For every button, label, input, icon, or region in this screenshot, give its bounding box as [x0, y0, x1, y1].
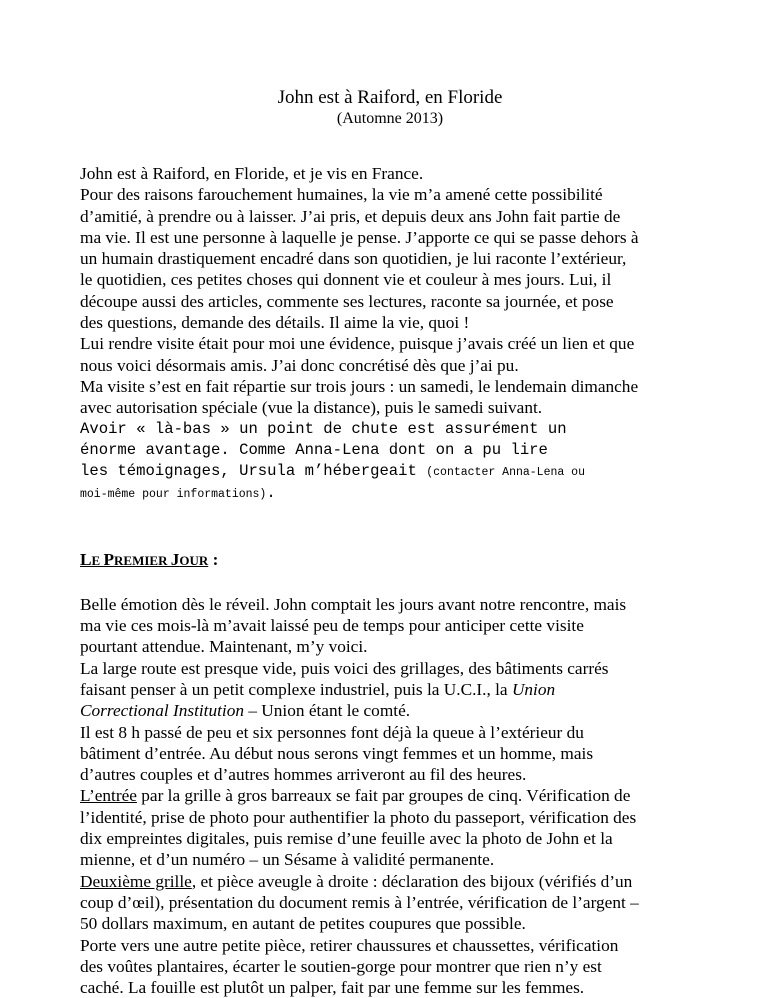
text-line: le quotidien, ces petites choses qui donnent vie et couleur à mes jours. Lui, il [80, 270, 612, 290]
text-line: mienne, et d’un numéro – un Sésame à validité permanente. [80, 850, 495, 870]
text-line: d’autres couples et d’autres hommes arriveront au fil des heures. [80, 765, 527, 785]
text-line: Porte vers une autre petite pièce, retirer chaussures et chaussettes, vérification [80, 935, 619, 955]
italic-text: Correctional Institution [80, 701, 245, 721]
text-line: John est à Raiford, en Floride, et je vis en France. [80, 164, 424, 183]
mono-note: moi-même pour informations) [80, 488, 267, 502]
text-line: ma vie ces mois-là m’avait laissé peu de temps pour anticiper cette visite [80, 616, 584, 636]
text-line: avec autorisation spéciale (vue la distance), puis le samedi suivant. [80, 398, 543, 418]
underlined-text: Deuxième grille [80, 871, 192, 891]
text-line: d’amitié, à prendre ou à laisser. J’ai pris, et depuis deux ans John fait partie de [80, 206, 621, 226]
text-line: découpe aussi des articles, commente ses lectures, raconte sa journée, et pose [80, 291, 614, 311]
mono-text-line [80, 483, 700, 505]
text-line: dix empreintes digitales, puis remise d’une feuille avec la photo de John et la [80, 829, 613, 849]
text-line: Correctional Institution – Union étant le comté. [80, 701, 411, 721]
text-line: pourtant attendue. Maintenant, m’y voici. [80, 637, 368, 657]
underlined-text: L’entrée [80, 786, 137, 806]
text-line: l’identité, prise de photo pour authentifier la photo du passeport, vérification des [80, 807, 637, 827]
text-line: un humain drastiquement encadré dans son quotidien, je lui raconte l’extérieur, [80, 249, 627, 269]
document-subtitle: (Automne 2013) [336, 110, 444, 127]
text-line: Belle émotion dès le réveil. John comptait les jours avant notre rencontre, mais [80, 594, 627, 614]
document-title: John est à Raiford, en Floride [277, 87, 503, 108]
section-heading-underlined: LE PREMIER JOUR [80, 549, 209, 569]
text-line: La large route est presque vide, puis voici des grillages, des bâtiments carrés [80, 658, 609, 678]
text-line: faisant penser à un petit complexe industriel, puis la U.C.I., la Union [80, 679, 556, 699]
text-line: Pour des raisons farouchement humaines, la vie m’a amené cette possibilité [80, 185, 603, 205]
text-line: Il est 8 h passé de peu et six personnes font déjà la queue à l’extérieur du [80, 722, 584, 742]
text-line: Lui rendre visite était pour moi une évidence, puisque j’avais créé un lien et que [80, 334, 635, 354]
mono-text-line [80, 461, 700, 483]
section-body [80, 594, 700, 998]
section-heading: LE PREMIER JOUR : [80, 549, 219, 569]
text-line: bâtiment d’entrée. Au début nous serons vingt femmes et un homme, mais [80, 743, 594, 763]
text-line: des voûtes plantaires, écarter le soutien-gorge pour montrer que rien n’y est [80, 956, 602, 976]
text-line: Ma visite s’est en fait répartie sur trois jours : un samedi, le lendemain dimanche [80, 376, 639, 396]
text-line: 50 dollars maximum, en autant de petites coupures que possible. [80, 914, 526, 934]
italic-text: Union [511, 679, 556, 699]
mono-text-line: Avoir « là-bas » un point de chute est assurément un [80, 419, 567, 438]
mono-text: les témoignages, Ursula m’hébergeait [80, 462, 417, 481]
text-line: Deuxième grille, et pièce aveugle à droite : déclaration des bijoux (vérifiés d’un [80, 871, 633, 891]
text-line: L’entrée par la grille à gros barreaux se fait par groupes de cinq. Vérification de [80, 786, 631, 806]
mono-text: . [266, 484, 276, 503]
text-line: nous voici désormais amis. J’ai donc concrétisé dès que j’ai pu. [80, 355, 519, 375]
text-line: coup d’œil), présentation du document remis à l’entrée, vérification de l’argent – [80, 892, 639, 912]
text-line: caché. La fouille est plutôt un palper, fait par une femme sur les femmes. [80, 978, 585, 998]
text-line: des questions, demande des détails. Il aime la vie, quoi ! [80, 313, 470, 333]
mono-note: (contacter Anna-Lena ou [426, 466, 585, 480]
intro-paragraph [80, 163, 700, 506]
mono-text-line: énorme avantage. Comme Anna-Lena dont on a pu lire [80, 440, 548, 459]
text-line: ma vie. Il est une personne à laquelle je pense. J’apporte ce qui se passe dehors à [80, 227, 639, 247]
document-page [80, 86, 700, 998]
